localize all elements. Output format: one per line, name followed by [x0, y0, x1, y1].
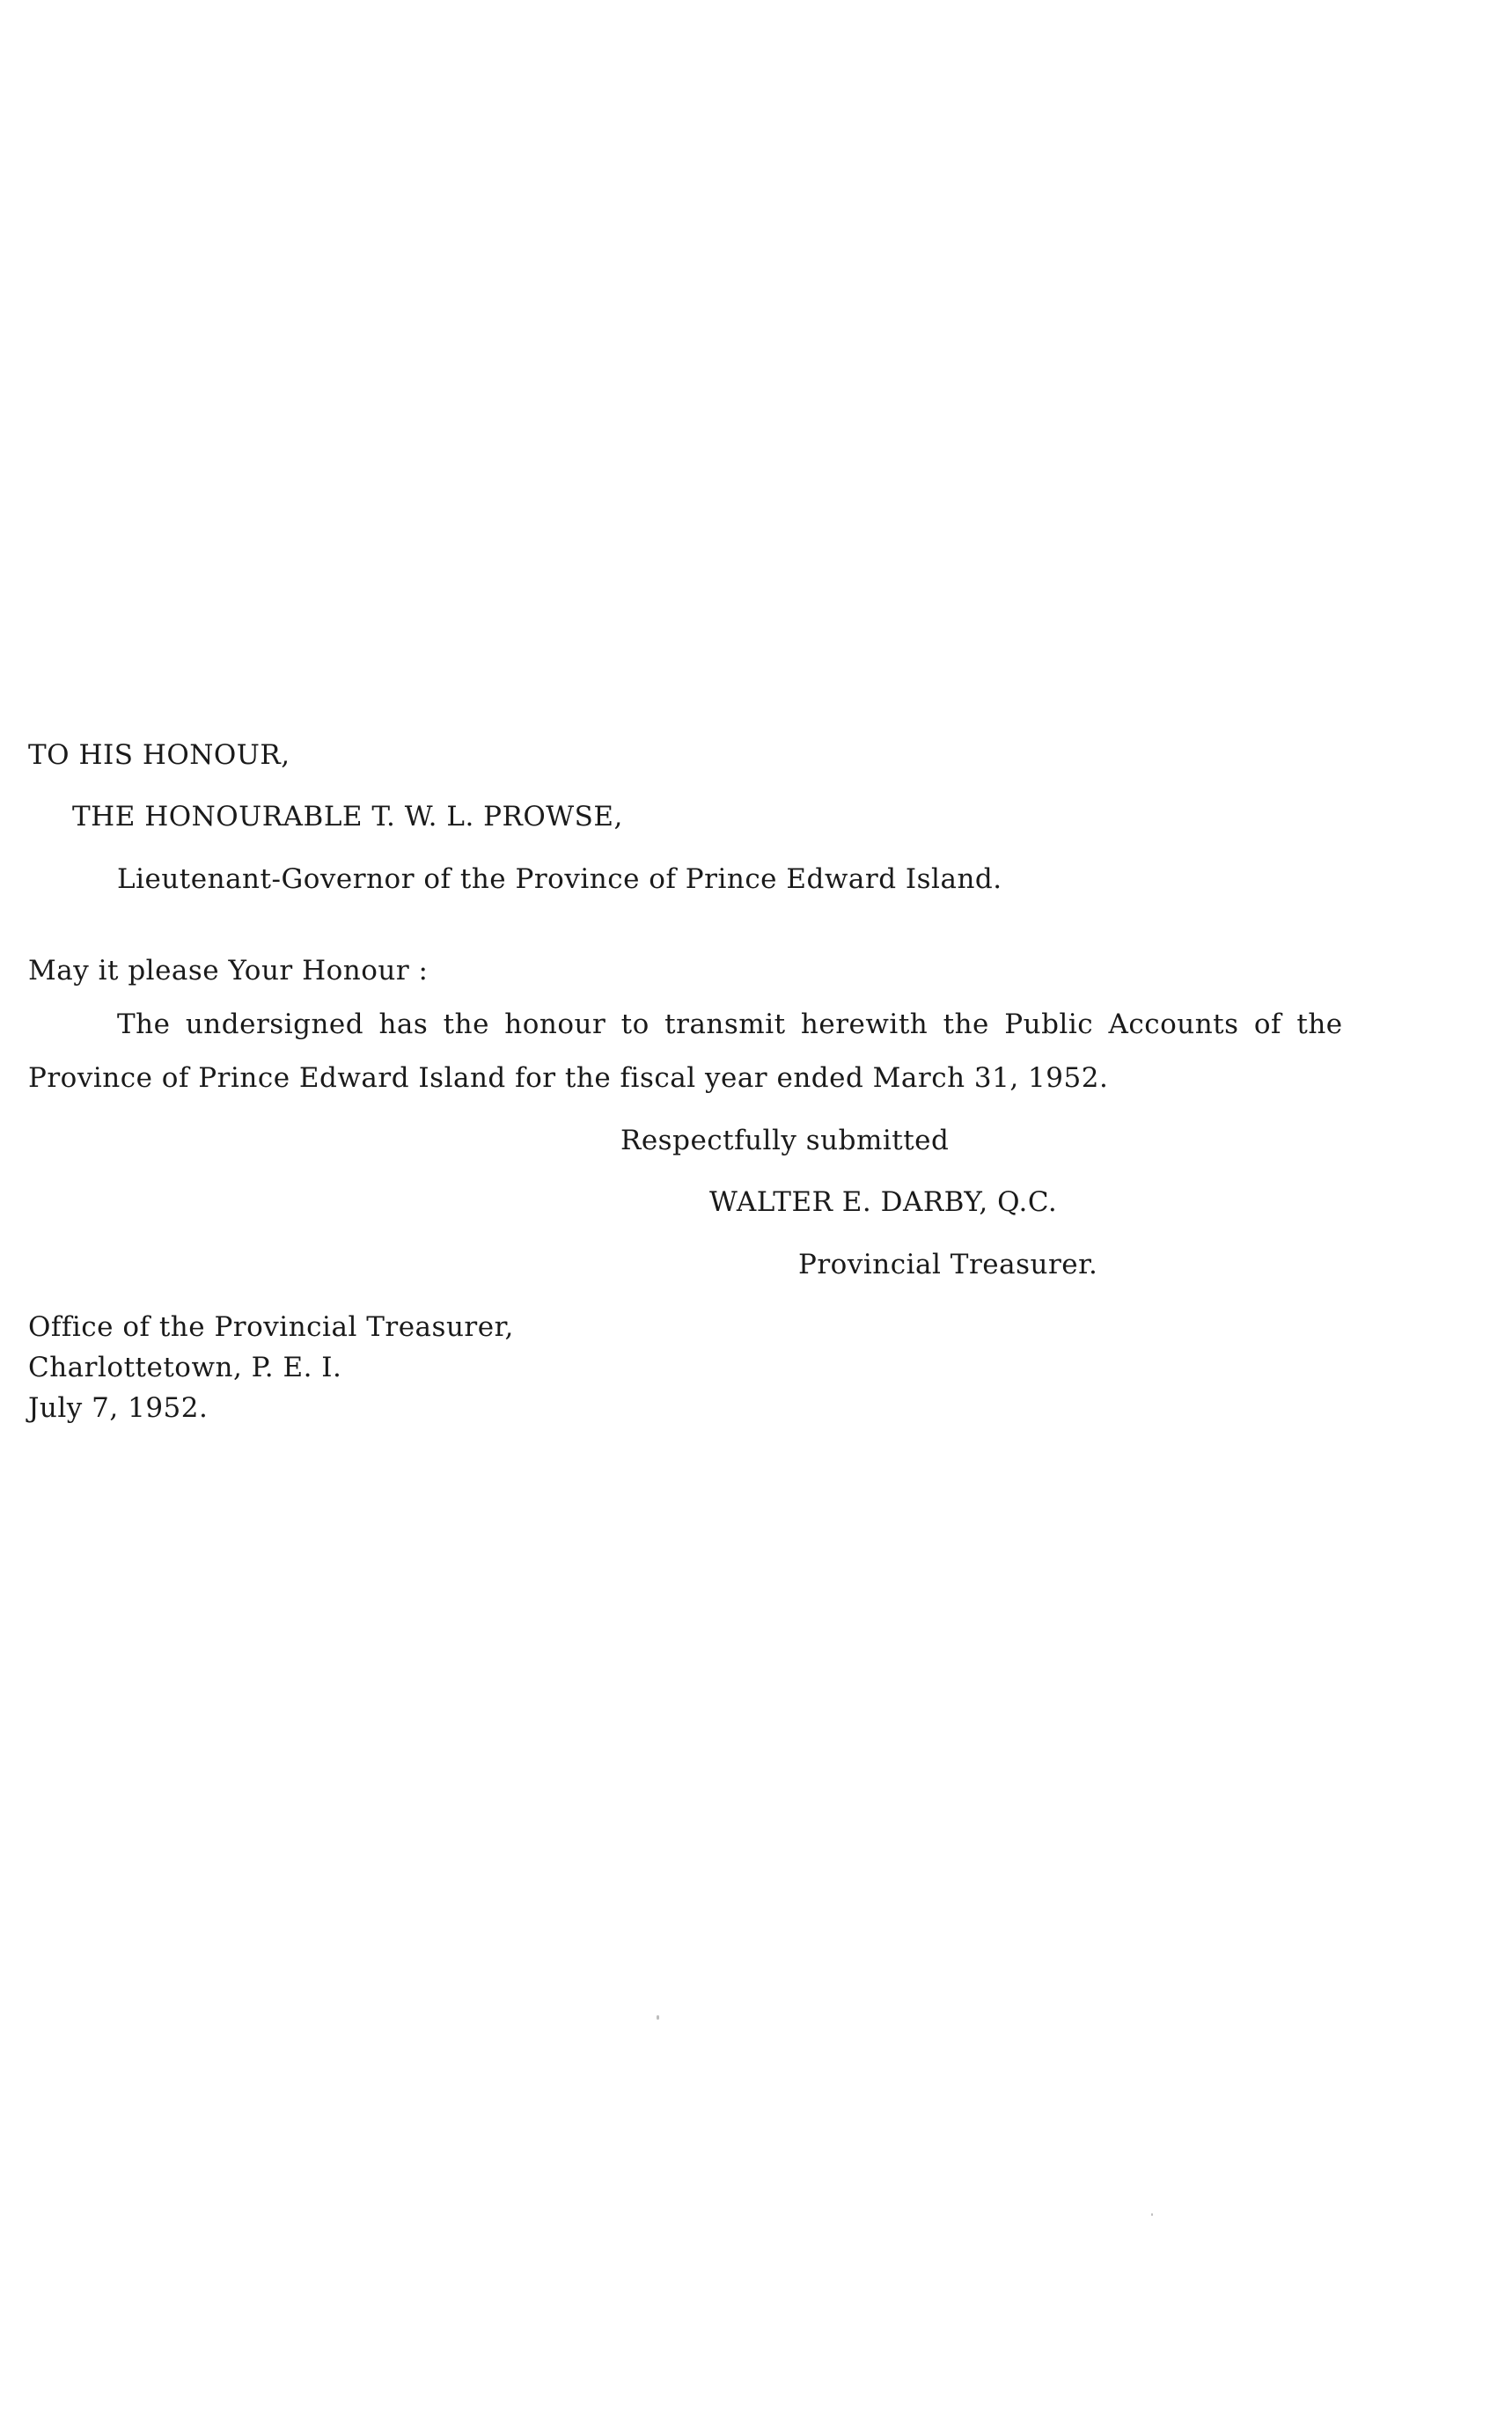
- closing: Respectfully submitted: [620, 1125, 950, 1156]
- signatory-name: WALTER E. DARBY, Q.C.: [709, 1186, 1058, 1218]
- city-address: Charlottetown, P. E. I.: [28, 1352, 342, 1383]
- office-address: Office of the Provincial Treasurer,: [28, 1311, 514, 1343]
- addressee-title: Lieutenant-Governor of the Province of Prince Edward Island.: [117, 863, 1002, 895]
- greeting: May it please Your Honour :: [28, 955, 429, 987]
- salutation: TO HIS HONOUR,: [28, 739, 290, 771]
- addressee-name: THE HONOURABLE T. W. L. PROWSE,: [72, 801, 623, 833]
- signatory-title: Provincial Treasurer.: [798, 1249, 1098, 1280]
- paper-speck: [657, 2015, 659, 2020]
- body-line-2: Province of Prince Edward Island for the fiscal year ended March 31, 1952.: [28, 1062, 1109, 1094]
- paper-speck: [1151, 2213, 1153, 2216]
- body-line-1: The undersigned has the honour to transmit herewith the Public Accounts of the: [117, 1009, 1343, 1040]
- letter-date: July 7, 1952.: [28, 1392, 209, 1424]
